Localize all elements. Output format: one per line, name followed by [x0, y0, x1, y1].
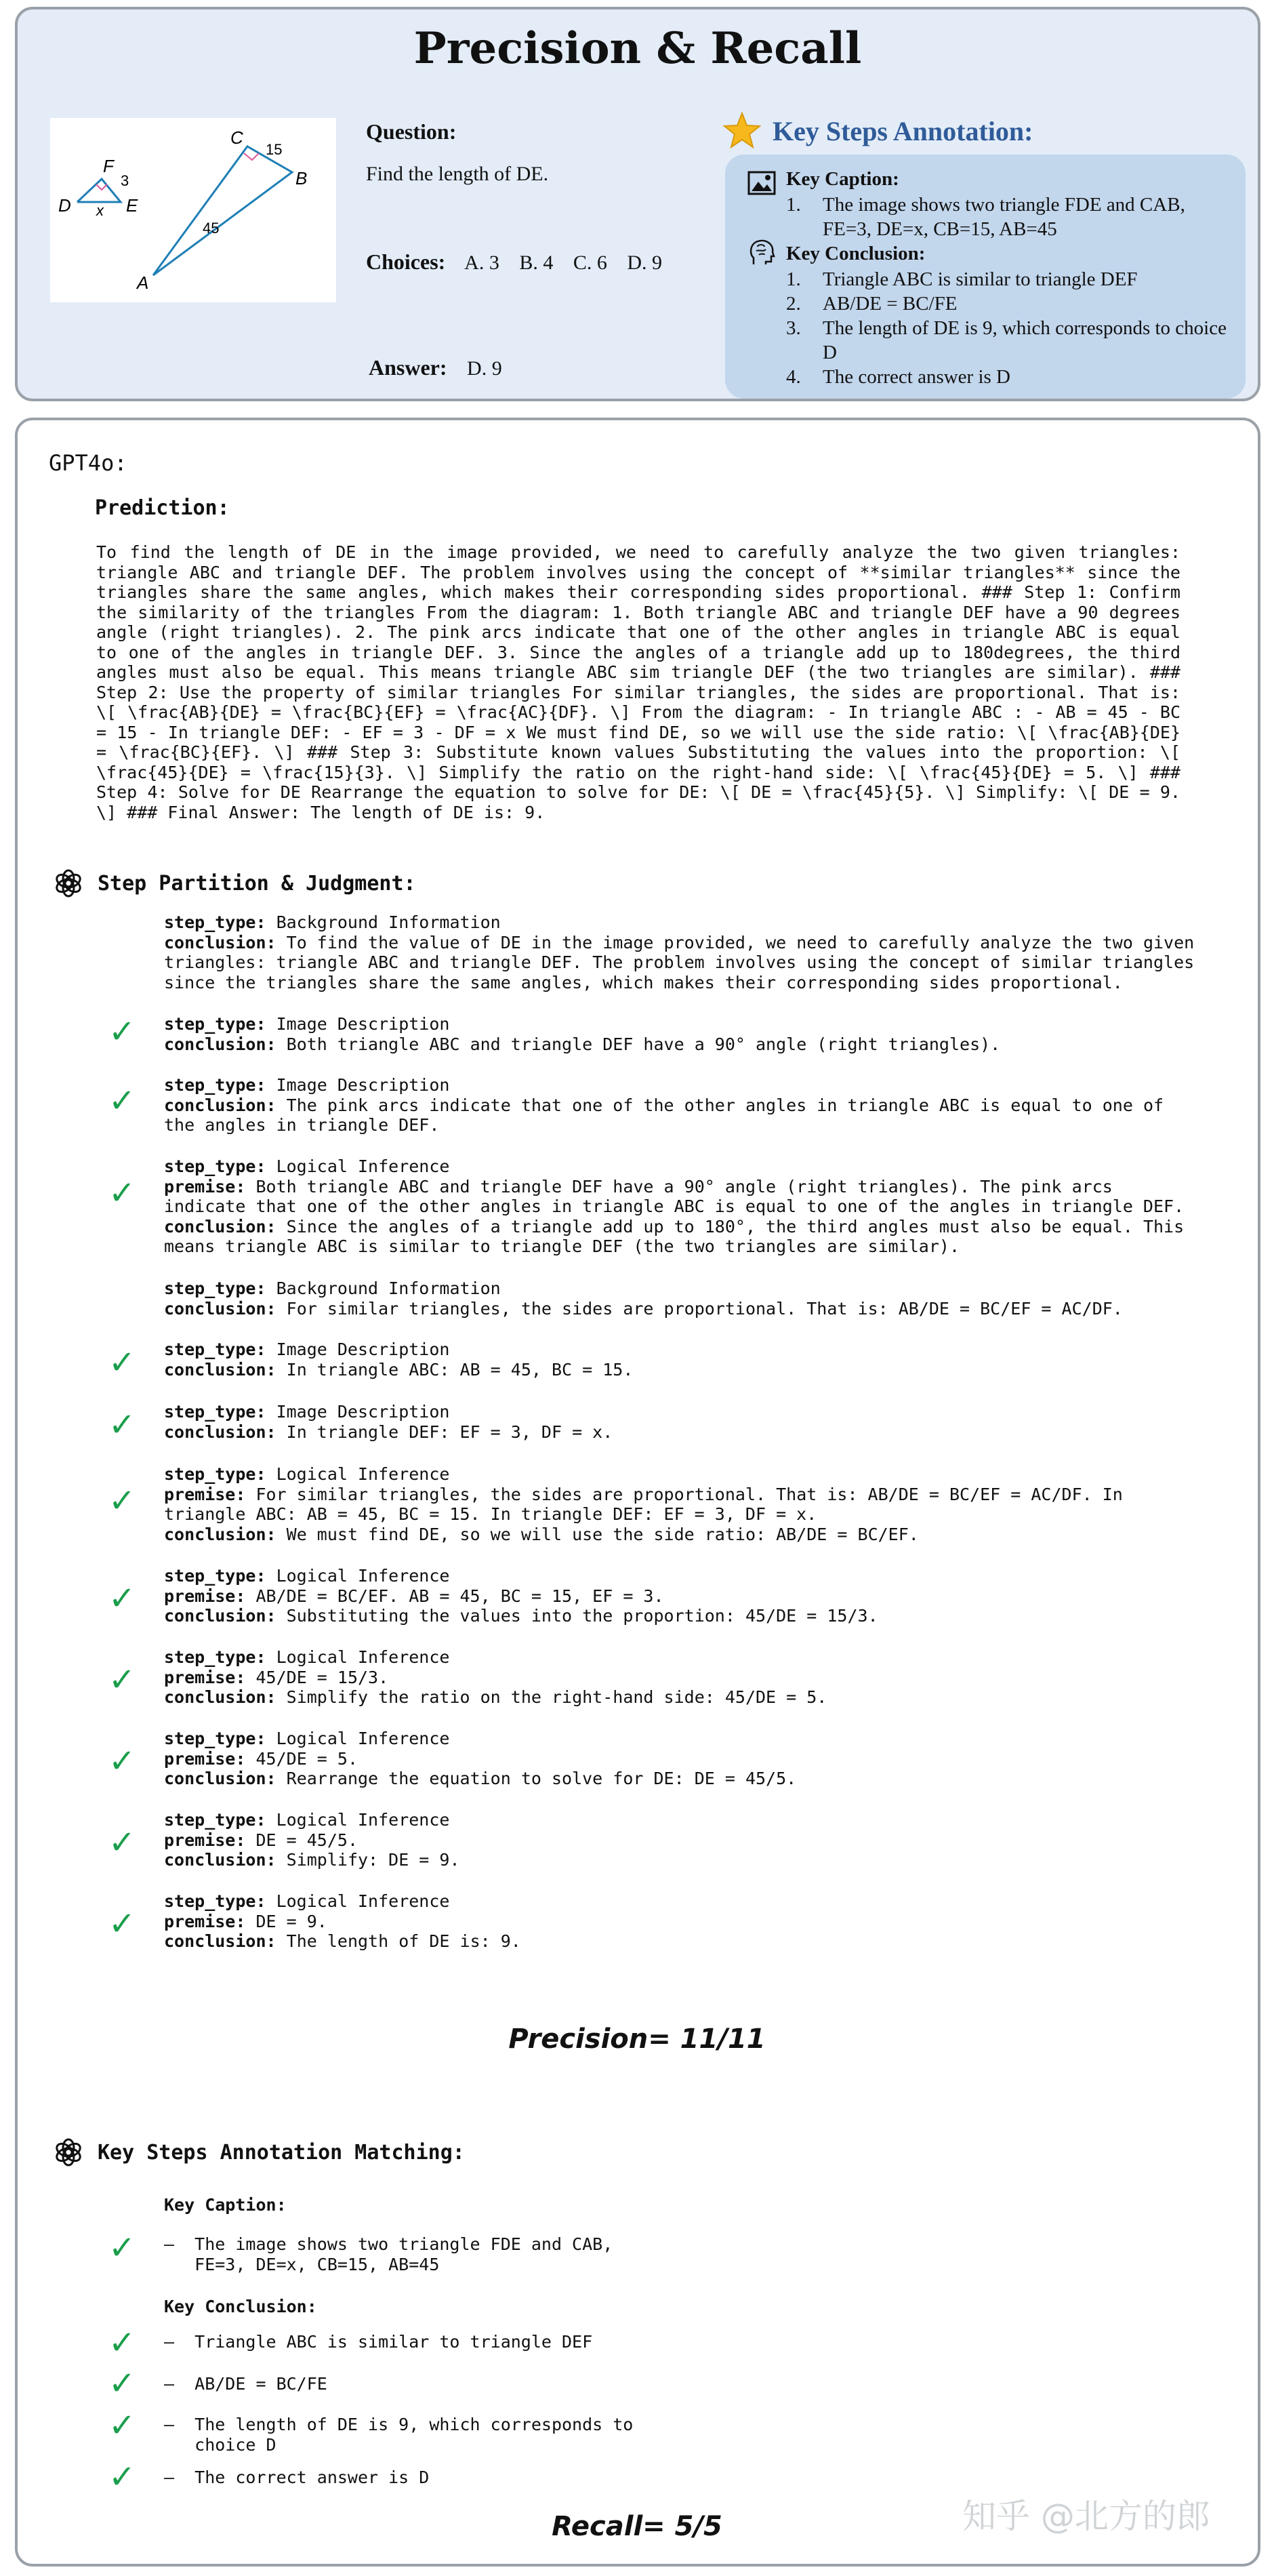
label-b: B	[295, 168, 308, 188]
precision-score: Precision= 11/11	[508, 2024, 766, 2055]
choice-b: B. 4	[519, 251, 554, 274]
key-steps-box	[725, 155, 1246, 399]
matching-caption-item: – The image shows two triangle FDE and CAB, FE=3, DE=x, CB=15, AB=45	[164, 2234, 613, 2274]
key-conclusion-item: 3. The length of DE is 9, which corresponds to choice D	[786, 317, 1227, 363]
choices-row	[366, 249, 677, 275]
step-item: step_type: Background Information conclusion: To find the value of DE in the image provided, we need to carefully analyze the two given triangles: triangle ABC and triangle DEF. The problem involves using the concept of similar triangles since the triangles share the same angles, which makes their corresponding sides proportional.	[164, 912, 1205, 992]
watermark: 知乎 @北方的郎	[962, 2497, 1210, 2536]
check-icon: ✓	[108, 1082, 136, 1120]
check-icon: ✓	[108, 2229, 136, 2267]
step-item: step_type: Logical Inference premise: 45/DE = 5. conclusion: Rearrange the equation to solve for DE: DE = 45/5.	[164, 1729, 797, 1788]
star-icon	[722, 111, 762, 150]
key-caption-label: Key Caption:	[786, 168, 899, 190]
check-icon: ✓	[108, 1579, 136, 1617]
matching-conclusion-item: – The correct answer is D	[164, 2468, 430, 2487]
label-d: D	[58, 195, 71, 216]
label-c: C	[230, 127, 243, 148]
key-steps-header	[722, 111, 1033, 150]
label-x: x	[96, 202, 104, 219]
matching-caption-label: Key Caption:	[164, 2195, 287, 2215]
matching-conclusion-item: – The length of DE is 9, which corresponds to choice D	[164, 2415, 634, 2455]
check-icon: ✓	[108, 1661, 136, 1699]
answer-row	[369, 355, 502, 380]
check-icon: ✓	[108, 1824, 136, 1861]
key-conclusion-list	[786, 267, 1233, 389]
choice-d: D. 9	[627, 251, 663, 274]
label-e: E	[126, 195, 138, 216]
check-icon: ✓	[108, 2364, 136, 2402]
step-item: step_type: Background Information conclusion: For similar triangles, the sides are proportional. That is: AB/DE = BC/EF = AC/DF.	[164, 1279, 1123, 1319]
triangles-diagram	[50, 118, 336, 302]
key-caption-item: 1. The image shows two triangle FDE and CAB, FE=3, DE=x, CB=15, AB=45	[786, 194, 1185, 240]
choice-c: C. 6	[573, 251, 607, 274]
matching-header	[53, 2137, 465, 2168]
key-conclusion-item: 1. Triangle ABC is similar to triangle DEF	[786, 268, 1138, 290]
key-steps-title: Key Steps Annotation:	[773, 115, 1033, 146]
step-item: step_type: Logical Inference premise: DE = 45/5. conclusion: Simplify: DE = 9.	[164, 1810, 460, 1870]
answer-value: D. 9	[467, 357, 502, 380]
key-conclusion-label: Key Conclusion:	[786, 243, 926, 264]
answer-label: Answer:	[369, 355, 447, 380]
step-item: step_type: Image Description conclusion: In triangle DEF: EF = 3, DF = x.	[164, 1402, 613, 1442]
matching-conclusion-item: – Triangle ABC is similar to triangle DEF	[164, 2332, 593, 2352]
label-3: 3	[121, 172, 129, 189]
label-a: A	[137, 273, 149, 293]
label-f: F	[103, 156, 114, 176]
check-icon: ✓	[108, 2407, 136, 2444]
prediction-label: Prediction:	[95, 496, 230, 520]
question-label: Question:	[366, 119, 457, 144]
step-item: step_type: Image Description conclusion: Both triangle ABC and triangle DEF have a 90° angle (right triangles).	[164, 1014, 1001, 1054]
brain-head-icon	[747, 237, 777, 267]
prediction-text: To find the length of DE in the image provided, we need to carefully analyze the two given triangles: triangle ABC and triangle DEF. The problem involves using the concept of **similar triangles** since the triangles share the same angles, which makes their corresponding sides proportional. ### Step 1: Confirm the similarity of the triangles From the diagram: 1. Both triangle ABC and triangle DEF have a 90 degrees angle (right triangles). 2. The pink arcs indicate that one of the other angles in triangle ABC is equal to one of the angles in triangle DEF. 3. Since the angles of a triangle add up to 180degrees, the third angles must also be equal. This means triangle ABC sim triangle DEF (the two triangles are similar). ### Step 2: Use the property of similar triangles For similar triangles, the sides are proportional. That is: \[ \frac{AB}{DE} = \frac{BC}{EF} = \frac{AC}{DF}. \] From the diagram: - In triangle ABC : - AB = 45 - BC = 15 - In triangle DEF: - EF = 3 - DF = x We must find DE, so we will use the side ratio: \[ \frac{AB}{DE} = \frac{BC}{EF}. \] ### Step 3: Substitute known values Substituting the values into the proportion: \[ \frac{45}{DE} = \frac{15}{3}. \] Simplify the ratio on the right-hand side: \[ \frac{45}{DE} = 5. \] ### Step 4: Solve for DE Rearrange the equation to solve for DE: \[ DE = \frac{45}{5}. \] Simplify: \[ DE = 9. \] ### Final Answer: The length of DE is: 9.	[96, 542, 1180, 822]
openai-logo-icon	[53, 2137, 84, 2168]
page-title: Precision & Recall	[413, 23, 862, 74]
label-15: 15	[266, 141, 283, 158]
matching-conclusion-item: – AB/DE = BC/FE	[164, 2374, 327, 2394]
key-conclusion-item: 2. AB/DE = BC/FE	[786, 293, 958, 315]
question-text: Find the length of DE.	[366, 163, 549, 185]
matching-title: Key Steps Annotation Matching:	[98, 2140, 465, 2165]
matching-conclusion-label: Key Conclusion:	[164, 2297, 317, 2316]
check-icon: ✓	[108, 1174, 136, 1212]
step-partition-header	[53, 868, 416, 899]
step-item: step_type: Image Description conclusion: In triangle ABC: AB = 45, BC = 15.	[164, 1340, 634, 1380]
step-item: step_type: Logical Inference premise: DE = 9. conclusion: The length of DE is: 9.	[164, 1891, 521, 1951]
step-partition-title: Step Partition & Judgment:	[98, 871, 416, 895]
problem-panel	[15, 7, 1260, 401]
choices-label: Choices:	[366, 249, 446, 274]
check-icon: ✓	[108, 1482, 136, 1520]
step-item: step_type: Image Description conclusion: The pink arcs indicate that one of the other angles in triangle ABC is equal to one of the angles in triangle DEF.	[164, 1075, 1174, 1135]
choice-a: A. 3	[464, 251, 499, 274]
check-icon: ✓	[108, 2458, 136, 2496]
check-icon: ✓	[108, 2324, 136, 2362]
key-caption-list	[786, 193, 1233, 241]
step-item: step_type: Logical Inference premise: AB/DE = BC/EF. AB = 45, BC = 15, EF = 3. conclusion: Substituting the values into the proportion: 45/DE = 15/3.	[164, 1566, 878, 1626]
label-45: 45	[203, 220, 220, 237]
key-conclusion-item: 4. The correct answer is D	[786, 366, 1010, 388]
step-item: step_type: Logical Inference premise: 45/DE = 15/3. conclusion: Simplify the ratio on the right-hand side: 45/DE = 5.	[164, 1647, 827, 1707]
openai-logo-icon	[53, 868, 84, 899]
check-icon: ✓	[108, 1344, 136, 1382]
check-icon: ✓	[108, 1905, 136, 1943]
recall-score: Recall= 5/5	[552, 2511, 722, 2542]
step-item: step_type: Logical Inference premise: Both triangle ABC and triangle DEF have a 90° angle (right triangles). The pink arcs indicate that one of the other angles in triangle ABC is equal to one of the angles in triangle DEF. conclusion: Since the angles of a triangle add up to 180°, the third angles must also be equal. This means triangle ABC is similar to triangle DEF (the two triangles are similar).	[164, 1156, 1195, 1256]
model-name: GPT4o:	[49, 450, 127, 476]
step-item: step_type: Logical Inference premise: For similar triangles, the sides are proportional. That is: AB/DE = BC/EF = AC/DF. In triangle ABC: AB = 45, BC = 15. In triangle DEF: EF = 3, DF = x. conclusion: We must find DE, so we will use the side ratio: AB/DE = BC/EF.	[164, 1464, 1133, 1544]
check-icon: ✓	[108, 1742, 136, 1780]
check-icon: ✓	[108, 1406, 136, 1444]
check-icon: ✓	[108, 1013, 136, 1051]
image-icon	[747, 168, 777, 198]
geometry-figure	[50, 118, 336, 302]
